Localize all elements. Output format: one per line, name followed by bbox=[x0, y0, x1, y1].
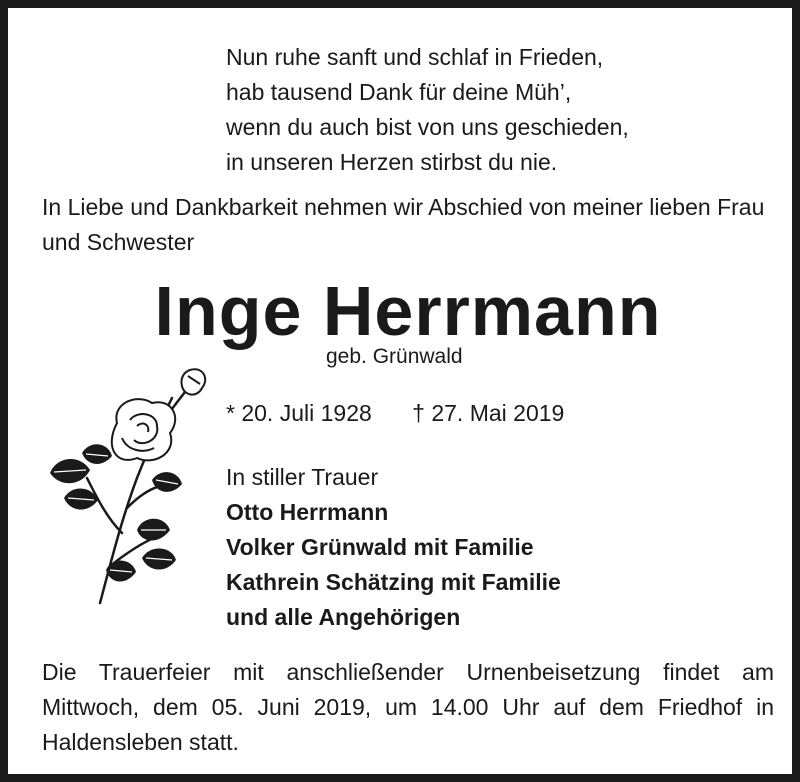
mourner-name: Otto Herrmann bbox=[226, 499, 389, 525]
mourners-heading: In stiller Trauer bbox=[226, 464, 379, 490]
death-date: † 27. Mai 2019 bbox=[412, 400, 565, 426]
farewell-intro: In Liebe und Dankbarkeit nehmen wir Abschied von meiner lieben Frau und Schwester bbox=[42, 194, 765, 255]
mourner-name: Kathrein Schätzing mit Familie bbox=[226, 569, 561, 595]
birth-date: * 20. Juli 1928 bbox=[226, 400, 372, 426]
maiden-name: geb. Grünwald bbox=[326, 345, 463, 368]
poem-line: hab tausend Dank für deine Müh’, bbox=[226, 79, 572, 105]
rose-icon bbox=[42, 358, 212, 608]
funeral-notice: Die Trauerfeier mit anschließender Urnenbeisetzung findet am Mittwoch, dem 05. Juni 2019, um 14.00 Uhr auf dem Friedhof in Haldensleben statt. bbox=[42, 659, 774, 755]
mourners-block bbox=[226, 460, 561, 635]
deceased-name: Inge Herrmann bbox=[154, 272, 662, 350]
mourner-name: Volker Grünwald mit Familie bbox=[226, 534, 534, 560]
poem-line: in unseren Herzen stirbst du nie. bbox=[226, 149, 558, 175]
mourner-name: und alle Angehörigen bbox=[226, 604, 461, 630]
poem-line: wenn du auch bist von uns geschieden, bbox=[226, 114, 629, 140]
memorial-poem bbox=[226, 40, 629, 180]
poem-line: Nun ruhe sanft und schlaf in Frieden, bbox=[226, 44, 604, 70]
life-dates bbox=[226, 398, 564, 428]
